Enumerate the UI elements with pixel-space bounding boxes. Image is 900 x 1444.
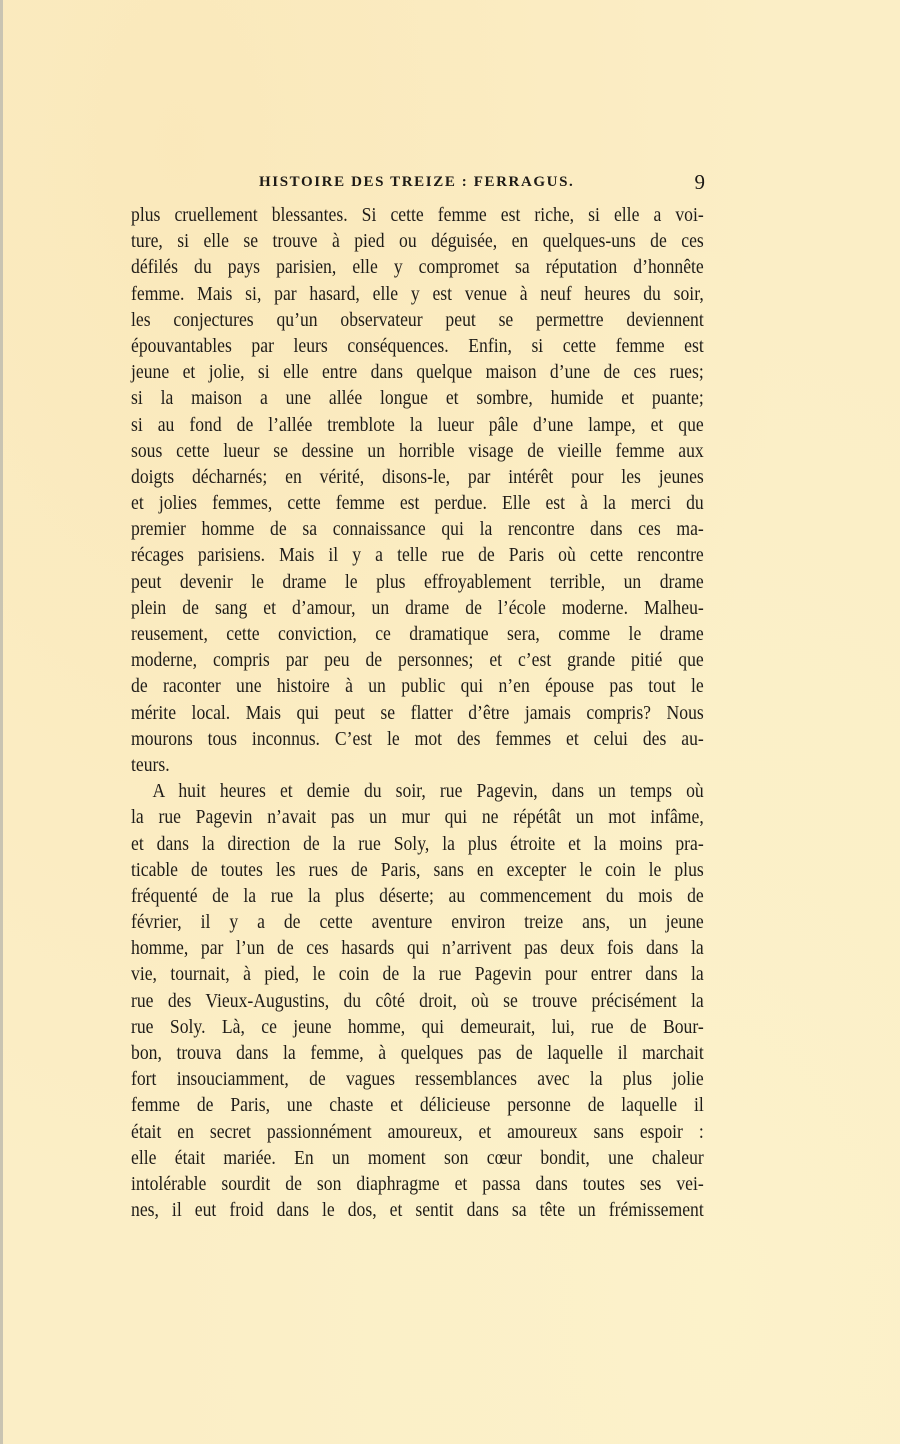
text-line: et jolies femmes, cette femme est perdue. Elle est à la merci du — [131, 492, 704, 515]
text-line: femme. Mais si, par hasard, elle y est venue à neuf heures du soir, — [131, 282, 704, 305]
body-text — [131, 202, 704, 1223]
text-line: fort insouciamment, de vagues ressemblances avec la plus jolie — [131, 1068, 704, 1091]
text-line: si au fond de l’allée tremblote la lueur pâle d’une lampe, et que — [131, 413, 704, 436]
text-line: premier homme de sa connaissance qui la rencontre dans ces ma- — [131, 518, 704, 541]
text-line: doigts décharnés; en vérité, disons-le, par intérêt pour les jeunes — [131, 465, 704, 488]
text-line: teurs. — [131, 753, 170, 776]
text-line: plein de sang et d’amour, un drame de l’école moderne. Malheu- — [131, 596, 704, 619]
text-line: intolérable sourdit de son diaphragme et passa dans toutes ses vei- — [131, 1172, 704, 1195]
text-line: vie, tournait, à pied, le coin de la rue Pagevin pour entrer dans la — [131, 963, 704, 986]
text-line: les conjectures qu’un observateur peut se permettre deviennent — [131, 308, 704, 331]
text-line: bon, trouva dans la femme, à quelques pas de laquelle il marchait — [131, 1042, 704, 1064]
text-line: peut devenir le drame le plus effroyablement terrible, un drame — [131, 570, 704, 593]
running-head — [131, 170, 705, 196]
text-line: et dans la direction de la rue Soly, la plus étroite et la moins pra- — [131, 832, 704, 855]
text-line: récages parisiens. Mais il y a telle rue de Paris où cette rencontre — [131, 544, 704, 567]
text-line: nes, il eut froid dans le dos, et sentit dans sa tête un frémissement — [131, 1199, 704, 1222]
text-line: moderne, compris par peu de personnes; et c’est grande pitié que — [131, 649, 704, 672]
paragraph — [131, 202, 704, 778]
text-line: de raconter une histoire à un public qui n’en épouse pas tout le — [131, 675, 704, 698]
text-line: plus cruellement blessantes. Si cette femme est riche, si elle a voi- — [131, 204, 704, 226]
text-line: A huit heures et demie du soir, rue Pagevin, dans un temps où — [152, 780, 704, 803]
page-edge — [0, 0, 3, 1444]
text-line: était en secret passionnément amoureux, et amoureux sans espoir : — [131, 1120, 704, 1143]
text-line: la rue Pagevin n’avait pas un mur qui ne répétât un mot infâme, — [131, 806, 704, 829]
text-line: jeune et jolie, si elle entre dans quelque maison d’une de ces rues; — [131, 361, 704, 384]
text-line: ture, si elle se trouve à pied ou déguisée, en quelques-uns de ces — [131, 230, 704, 253]
text-line: février, il y a de cette aventure environ treize ans, un jeune — [131, 911, 704, 934]
text-line: homme, par l’un de ces hasards qui n’arrivent pas deux fois dans la — [131, 937, 704, 960]
text-line: mérite local. Mais qui peut se flatter d’être jamais compris? Nous — [131, 701, 704, 724]
text-line: elle était mariée. En un moment son cœur bondit, une chaleur — [131, 1146, 704, 1169]
text-line: si la maison a une allée longue et sombre, humide et puante; — [131, 387, 704, 410]
text-line: fréquenté de la rue la plus déserte; au commencement du mois de — [131, 884, 704, 907]
text-line: sous cette lueur se dessine un horrible visage de vieille femme aux — [131, 439, 704, 462]
text-line: femme de Paris, une chaste et délicieuse personne de laquelle il — [131, 1094, 704, 1117]
page-number: 9 — [694, 170, 705, 194]
text-line: reusement, cette conviction, ce dramatique sera, comme le drame — [131, 623, 704, 645]
running-title: HISTOIRE DES TREIZE : FERRAGUS. — [259, 174, 575, 190]
text-line: mourons tous inconnus. C’est le mot des femmes et celui des au- — [131, 727, 704, 750]
text-line: défilés du pays parisien, elle y compromet sa réputation d’honnête — [131, 256, 704, 279]
text-line: rue des Vieux-Augustins, du côté droit, où se trouve précisément la — [131, 989, 704, 1012]
text-line: épouvantables par leurs conséquences. Enfin, si cette femme est — [131, 334, 704, 357]
text-line: ticable de toutes les rues de Paris, sans en excepter le coin le plus — [131, 858, 704, 881]
text-line: rue Soly. Là, ce jeune homme, qui demeurait, lui, rue de Bour- — [131, 1015, 704, 1038]
paragraph — [131, 778, 704, 1223]
